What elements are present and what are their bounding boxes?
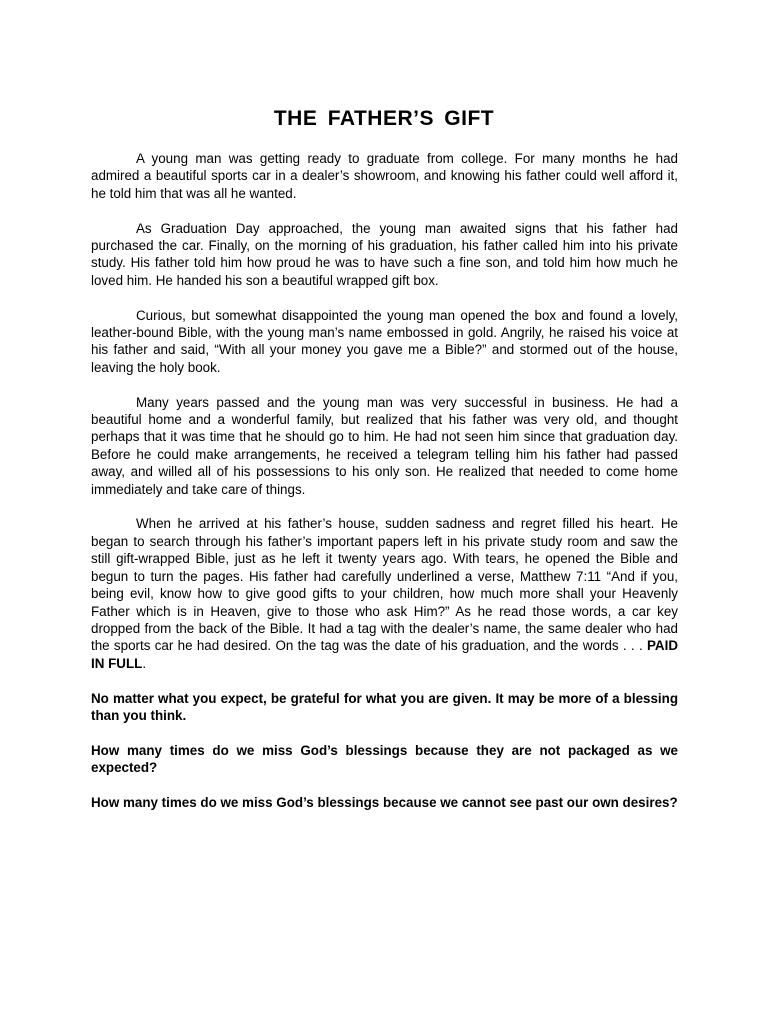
story-paragraph-5-text: When he arrived at his father’s house, sudden sadness and regret filled his heart. He began to search through his father’s important papers left in his private study room and saw the still gift-wrapped Bible, just as he left it twenty years ago. With tears, he opened the Bible and begun to turn the pages. His father had carefully underlined a verse, Matthew 7:11 “And if you, being evil, know how to give good gifts to your children, how much more shall your Heavenly Father which is in Heaven, give to those who ask Him?” As he read those words, a car key dropped from the back of the Bible. It had a tag with the dealer’s name, the same dealer who had the sports car he had desired. On the tag was the date of his graduation, and the words . . . [91,516,678,654]
closing-statement-1: No matter what you expect, be grateful for what you are given. It may be more of a blessing than you think. [91,690,678,723]
document-body [91,150,678,829]
story-paragraph-5 [91,515,678,672]
closing-question-1: How many times do we miss God’s blessings because they are not packaged as we expected? [91,742,678,776]
story-paragraph-1: A young man was getting ready to graduate from college. For many months he had admired a beautiful sports car in a dealer’s showroom, and knowing his father could well afford it, he told him that was all he wanted. [91,151,678,201]
paid-in-full-emphasis: PAID IN FULL [91,638,678,671]
story-paragraph-5-end: . [142,655,147,671]
story-paragraph-4: Many years passed and the young man was very successful in business. He had a beautiful home and a wonderful family, but realized that his father was very old, and thought perhaps that it was time that he should go to him. He had not seen him since that graduation day. Before he could make arrangements, he received a telegram telling him his father had passed away, and willed all of his possessions to his only son. He realized that needed to come home immediately and take care of things. [91,394,678,497]
closing-question-2: How many times do we miss God’s blessings because we cannot see past our own desires? [91,794,678,810]
story-paragraph-2: As Graduation Day approached, the young man awaited signs that his father had purchased the car. Finally, on the morning of his graduation, his father called him into his private study. His father told him how proud he was to have such a fine son, and told him how much he loved him. He handed his son a beautiful wrapped gift box. [91,220,678,288]
document-title: THE FATHER’S GIFT [273,107,495,130]
story-paragraph-3: Curious, but somewhat disappointed the young man opened the box and found a lovely, leather-bound Bible, with the young man’s name embossed in gold. Angrily, he raised his voice at his father and said, “With all your money you gave me a Bible?” and stormed out of the house, leaving the holy book. [91,307,678,375]
